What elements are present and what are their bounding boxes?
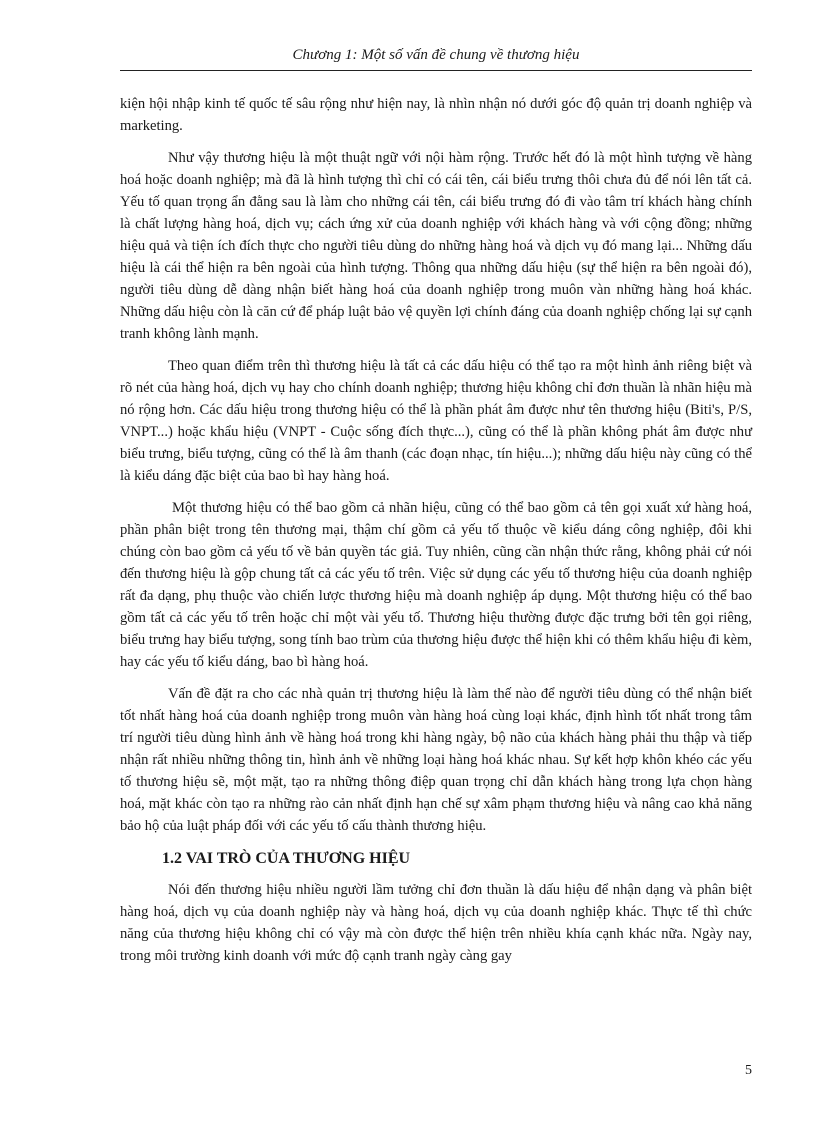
paragraph-brand-signs: Theo quan điểm trên thì thương hiệu là tất cả các dấu hiệu có thể tạo ra một hình ảnh riêng biệt và rõ nét của hàng hoá, dịch vụ hay cho chính doanh nghiệp; thương hiệu không chỉ đơn thuần là nhãn hiệu mà nó rộng hơn. Các dấu hiệu trong thương hiệu có thể là phần phát âm được như tên thương hiệu (Biti's, P/S, VNPT...) hoặc khẩu hiệu (VNPT - Cuộc sống đích thực...), cũng có thể là phần không phát âm được như biểu trưng, biểu tượng, cũng có thể là âm thanh (các đoạn nhạc, tín hiệu...); những dấu hiệu này cũng có thể là kiểu dáng đặc biệt của bao bì hay hàng hoá. bbox=[120, 358, 752, 484]
paragraph-brand-definition: Như vậy thương hiệu là một thuật ngữ với nội hàm rộng. Trước hết đó là một hình tượng về hàng hoá hoặc doanh nghiệp; mà đã là hình tượng thì chỉ có cái tên, cái biểu trưng thôi chưa đủ để nói lên tất cả. Yếu tố quan trọng ẩn đằng sau là làm cho những cái tên, cái biểu trưng đó đi vào tâm trí khách hàng chính là chất lượng hàng hoá, dịch vụ; cách ứng xử của doanh nghiệp với khách hàng và với cộng đồng; những hiệu quả và tiện ích đích thực cho người tiêu dùng do những hàng hoá và dịch vụ đó mang lại... Những dấu hiệu là cái thể hiện ra bên ngoài của hình tượng. Thông qua những dấu hiệu (sự thể hiện ra bên ngoài đó), người tiêu dùng dễ dàng nhận biết hàng hoá của doanh nghiệp trong muôn vàn những hàng hoá khác. Những dấu hiệu còn là căn cứ để pháp luật bảo vệ quyền lợi chính đáng của doanh nghiệp chống lại sự cạnh tranh không lành mạnh. bbox=[120, 150, 752, 342]
section-heading: 1.2 VAI TRÒ CỦA THƯƠNG HIỆU bbox=[162, 850, 411, 867]
paragraph-brand-management: Vấn đề đặt ra cho các nhà quản trị thương hiệu là làm thế nào để người tiêu dùng có thể nhận biết tốt nhất hàng hoá của doanh nghiệp trong muôn vàn hàng hoá cùng loại khác, định hình tốt nhất trong tâm trí người tiêu dùng hình ảnh về hàng hoá trong khi hàng ngày, bộ não của khách hàng phải thu thập và tiếp nhận rất nhiều những thông tin, hình ảnh về những loại hàng hoá khác nhau. Sự kết hợp khôn khéo các yếu tố thương hiệu sẽ, một mặt, tạo ra những thông điệp quan trọng chỉ dẫn khách hàng trong lựa chọn hàng hoá, mặt khác còn tạo ra những rào cản nhất định hạn chế sự xâm phạm thương hiệu và nâng cao khả năng bảo hộ của luật pháp đối với các yếu tố cấu thành thương hiệu. bbox=[120, 686, 752, 834]
page-number: 5 bbox=[745, 1063, 752, 1078]
page-body bbox=[120, 93, 752, 977]
paragraph-brand-role: Nói đến thương hiệu nhiều người lầm tưởng chỉ đơn thuần là dấu hiệu để nhận dạng và phân biệt hàng hoá, dịch vụ của doanh nghiệp này và hàng hoá, dịch vụ của doanh nghiệp khác. Thực tế thì chức năng của thương hiệu không chỉ có vậy mà còn được thể hiện trên nhiều khía cạnh khác nữa. Ngày nay, trong môi trường kinh doanh với mức độ cạnh tranh ngày càng gay bbox=[120, 882, 752, 964]
paragraph-continuation: kiện hội nhập kinh tế quốc tế sâu rộng như hiện nay, là nhìn nhận nó dưới góc độ quản trị doanh nghiệp và marketing. bbox=[120, 96, 752, 134]
running-header: Chương 1: Một số vấn đề chung về thương hiệu bbox=[292, 47, 580, 63]
paragraph-brand-components: Một thương hiệu có thể bao gồm cả nhãn hiệu, cũng có thể bao gồm cả tên gọi xuất xứ hàng hoá, phần phân biệt trong tên thương mại, thậm chí gồm cả yếu tố thuộc về kiểu dáng công nghiệp, đôi khi chúng còn bao gồm cả yếu tố về bản quyền tác giả. Tuy nhiên, cũng cần nhận thức rằng, không phải cứ nói đến thương hiệu là gộp chung tất cả các yếu tố trên. Việc sử dụng các yếu tố thương hiệu của doanh nghiệp rất đa dạng, phụ thuộc vào chiến lược thương hiệu mà doanh nghiệp áp dụng. Một thương hiệu có thể bao gồm tất cả các yếu tố trên hoặc chỉ một vài yếu tố. Thương hiệu thường được đặc trưng bởi tên gọi riêng, biểu trưng hay biểu tượng, song tính bao trùm của thương hiệu được thể hiện khi có thêm khẩu hiệu đi kèm, hay các yếu tố kiểu dáng, bao bì hàng hoá. bbox=[120, 500, 752, 670]
header-divider bbox=[120, 70, 752, 71]
